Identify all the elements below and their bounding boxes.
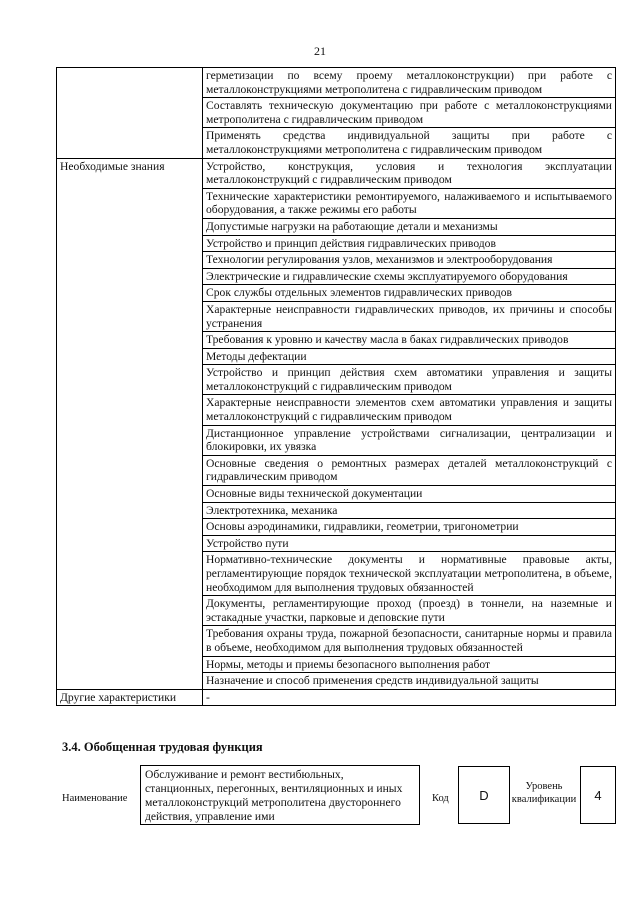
skills-row <box>57 68 616 159</box>
skill-item: герметизации по всему проему металлоконструкции) при работе с металлоконструкциями метрополитена с гидравлическим приводом <box>206 69 612 96</box>
knowledge-item: Технологии регулирования узлов, механизмов и электрооборудования <box>203 251 615 268</box>
requirements-table <box>56 67 616 706</box>
knowledge-item: Основные сведения о ремонтных размерах деталей металлоконструкций с гидравлическим приводом <box>203 455 615 485</box>
knowledge-item: Допустимые нагрузки на работающие детали и механизмы <box>203 218 615 235</box>
knowledge-item: Нормы, методы и приемы безопасного выполнения работ <box>203 656 615 673</box>
knowledge-row <box>57 158 616 689</box>
knowledge-item: Характерные неисправности гидравлических приводов, их причины и способы устранения <box>203 301 615 331</box>
skill-item: Составлять техническую документацию при работе с металлоконструкциями метрополитена с гидравлическим приводом <box>203 97 615 127</box>
code-label: Код <box>432 793 449 804</box>
section-title: 3.4. Обобщенная трудовая функция <box>62 740 263 754</box>
page-number: 21 <box>314 44 326 58</box>
knowledge-item: Назначение и способ применения средств индивидуальной защиты <box>203 672 615 689</box>
knowledge-item: Технические характеристики ремонтируемого, налаживаемого и испытываемого оборудования, а также режимы его работы <box>203 188 615 218</box>
knowledge-label: Необходимые знания <box>57 158 203 689</box>
skills-cell <box>203 68 616 159</box>
skills-label-cell <box>57 68 203 159</box>
qualification-level-box: 4 <box>580 766 616 824</box>
knowledge-item: Требования охраны труда, пожарной безопасности, санитарные нормы и правила в объеме, необходимом для выполнения трудовых обязанностей <box>203 625 615 655</box>
knowledge-item: Электротехника, механика <box>203 502 615 519</box>
code-value-box: D <box>458 766 510 824</box>
knowledge-item: Требования к уровню и качеству масла в баках гидравлических приводов <box>203 331 615 348</box>
knowledge-item: Документы, регламентирующие проход (проезд) в тоннели, на наземные и эстакадные участки, парковые и деповские пути <box>203 595 615 625</box>
knowledge-item: Основы аэродинамики, гидравлики, геометрии, тригонометрии <box>203 518 615 535</box>
knowledge-item: Методы дефектации <box>203 348 615 365</box>
knowledge-item: Устройство и принцип действия гидравлических приводов <box>203 235 615 252</box>
knowledge-item: Электрические и гидравлические схемы эксплуатируемого оборудования <box>203 268 615 285</box>
other-label: Другие характеристики <box>57 689 203 706</box>
name-label: Наименование <box>62 793 128 804</box>
other-value: - <box>203 689 616 706</box>
knowledge-item: Дистанционное управление устройствами сигнализации, централизации и блокировки, их увязка <box>203 425 615 455</box>
function-name-box: Обслуживание и ремонт вестибюльных, станционных, перегонных, вентиляционных и иных металлоконструкций метрополитена двустороннего действия, управление ими <box>140 765 420 825</box>
knowledge-item: Нормативно-технические документы и нормативные правовые акты, регламентирующие порядок технической эксплуатации метрополитена, в объеме, необходимом для выполнения трудовых обязанностей <box>203 551 615 595</box>
knowledge-item: Устройство и принцип действия схем автоматики управления и защиты металлоконструкций с гидравлическим приводом <box>203 364 615 394</box>
other-row <box>57 689 616 706</box>
skill-item: Применять средства индивидуальной защиты при работе с металлоконструкциями метрополитена с гидравлическим приводом <box>203 127 615 157</box>
knowledge-item: Устройство, конструкция, условия и технология эксплуатации металлоконструкций с гидравлическим приводом <box>206 159 612 187</box>
knowledge-item: Устройство пути <box>203 535 615 552</box>
knowledge-item: Характерные неисправности элементов схем автоматики управления и защиты металлоконструкций с гидравлическим приводом <box>203 394 615 424</box>
knowledge-item: Срок службы отдельных элементов гидравлических приводов <box>203 284 615 301</box>
qualification-level-label: Уровень квалификации <box>511 781 577 805</box>
knowledge-cell <box>203 158 616 689</box>
knowledge-item: Основные виды технической документации <box>203 485 615 502</box>
